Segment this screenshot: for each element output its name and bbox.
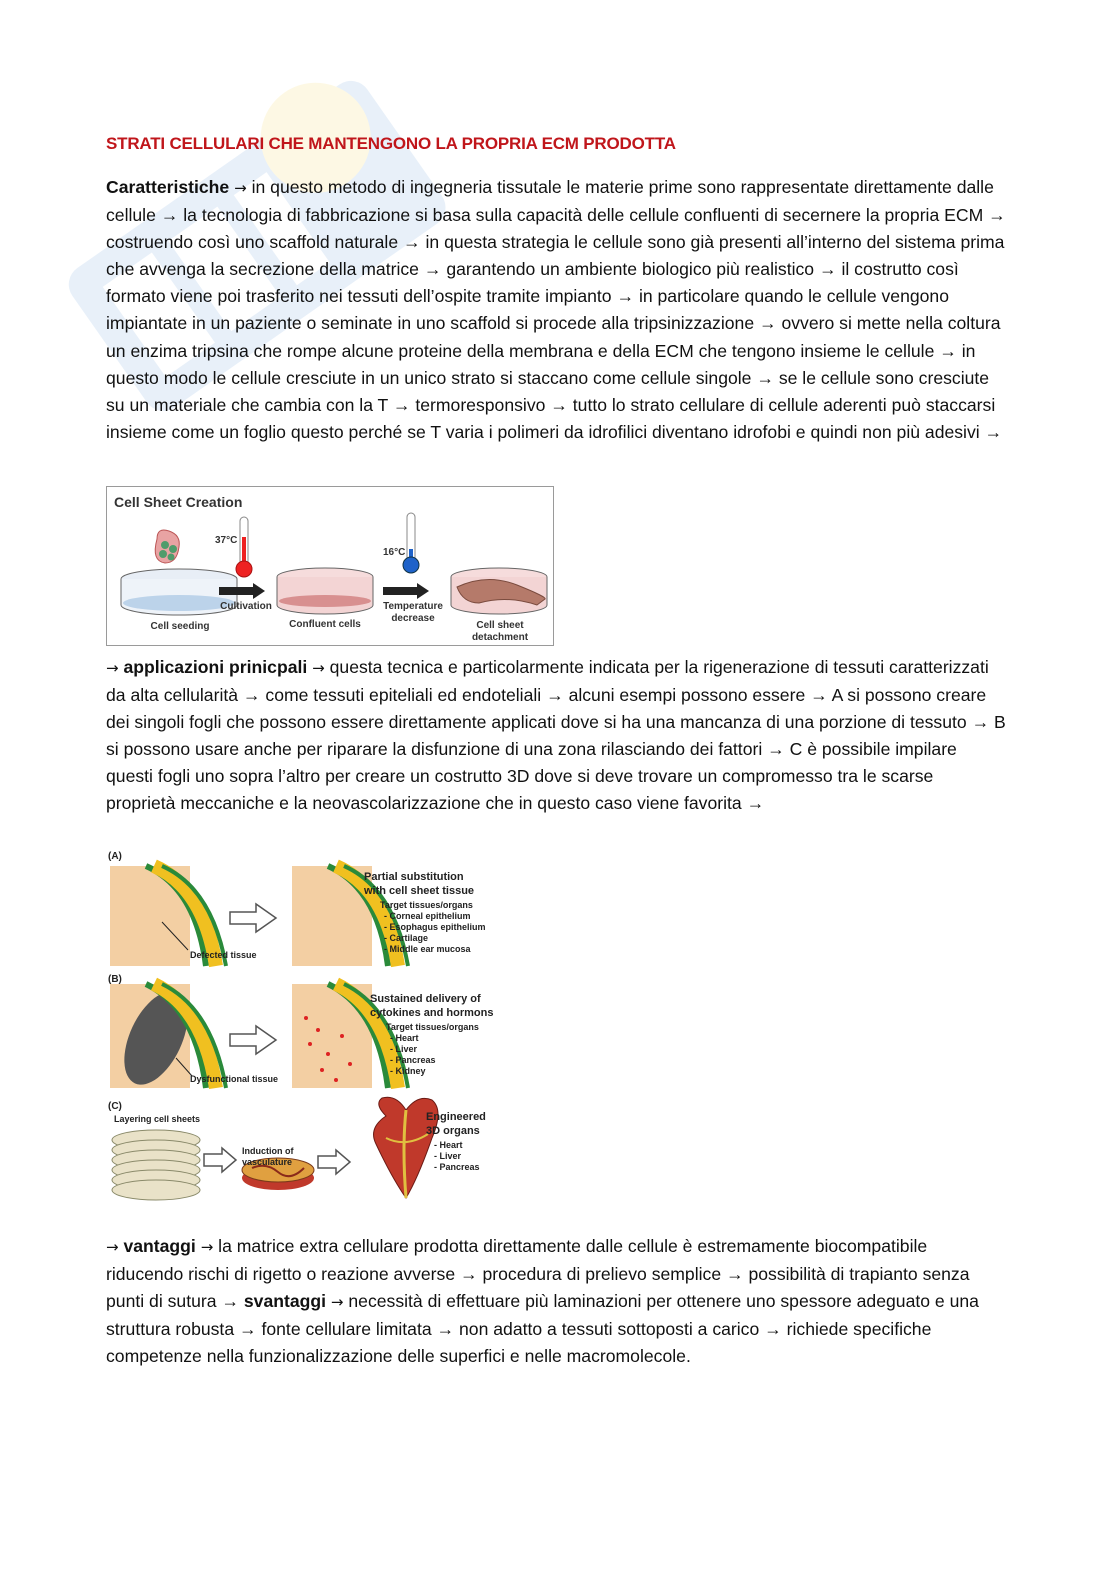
panel-c-target-item: - Pancreas [434,1162,480,1172]
figure-cell-sheet-creation [106,486,554,646]
panel-b-target-item: - Kidney [390,1066,426,1076]
panel-b-target-item: - Heart [390,1033,419,1043]
induction-line2: vasculature [242,1157,293,1167]
induction-line1: Induction of [242,1146,294,1156]
panel-a-target-item: - Middle ear mucosa [384,944,471,954]
panel-c-heading-line2: 3D organs [426,1125,480,1137]
panel-a-heading-line1: Partial substitution [364,871,464,883]
panel-c-heading [426,1110,486,1138]
panel-c-target-item: - Liver [434,1151,462,1161]
step-temp-decrease-line2: decrease [391,613,435,624]
arrow-icon: → [312,659,325,677]
paragraph-text: questa tecnica e particolarmente indicata per la rigenerazione di tessuti caratterizzati da alta cellularità → come tessuti epiteliali ed endoteliali → alcuni esempi possono essere → A si possono creare dei singoli fogli che possono essere direttamente applicati dove si ha una mancanza di una porzione di tessuto → B si possono usare anche per riparare la disfunzione di una zona rilasciando dei fattori → C è possibile impilare questi fogli uno sopra l’altro per creare un costrutto 3D dove si deve trovare un compromesso tra le scarse proprietà meccaniche e la neovascolarizzazione che in questo caso viene favorita → [106,657,1006,814]
step-temp-decrease-line1: Temperature [383,601,443,612]
panel-c-heading-line1: Engineered [426,1111,486,1123]
layering-cell-sheets-label: Layering cell sheets [114,1114,201,1124]
step-detach-label [457,620,543,644]
panel-a-target-item: - Corneal epithelium [384,911,471,921]
paragraph-vantaggi [106,1233,1006,1370]
panel-a-target-title: Target tissues/organs [380,900,473,910]
step-detach-line1: Cell sheet [476,620,524,631]
arrow-icon: → [330,1293,344,1312]
panel-c-label: (C) [108,1101,122,1112]
section-title: STRATI CELLULARI CHE MANTENGONO LA PROPRIA ECM PRODOTTA [106,134,676,153]
paragraph-lead: Caratteristiche [106,177,230,197]
temperature-low-label: 16°C [383,547,406,558]
step-cultivation-label: Cultivation [220,601,272,612]
paragraph-text: in questo metodo di ingegneria tissutale le materie prime sono rappresentate direttamente dalle cellule → la tecnologia di fabbricazione si basa sulla capacità delle cellule confluenti di secernere la propria ECM → costruendo così uno scaffold naturale → in questa strategia le cellule sono già presenti all’interno del sistema prima che avvenga la secrezione della matrice → garantendo un ambiente biologico più realistico → il costrutto così formato viene poi trasferito nei tessuti dell’ospite tramite impianto → in particolare quando le cellule vengono impiantate in un paziente o seminate in uno scaffold si procede alla tripsinizzazione → ovvero si mette nella coltura un enzima tripsina che rompe alcune proteine della membrana e della ECM che tengono insieme le cellule → in questo modo le cellule cresciute in un unico strato si staccano come cellule singole → se le cellule sono cresciute su un materiale che cambia con la T → termoresponsivo → tutto lo strato cellulare di cellule aderenti può staccarsi insieme come un foglio questo perché se T varia i polimeri da idrofilici diventano idrofobi e quindi non più adesivi → [106,177,1006,442]
step-seeding-label: Cell seeding [150,621,210,632]
panel-a-heading-line2: with cell sheet tissue [364,885,475,897]
panel-b-target-title: Target tissues/organs [386,1022,479,1032]
arrow-icon: → [234,179,247,197]
arrow-icon: → [200,1238,214,1256]
step-detach-line2: detachment [471,632,529,643]
arrow-icon: → [106,1238,119,1256]
dysfunctional-tissue-label: Dysfunctional tissue [190,1074,279,1084]
step-confluent-label: Confluent cells [289,619,361,630]
paragraph-lead-svantaggi: svantaggi [243,1291,327,1312]
panel-a-target-item: - Cartilage [384,933,429,943]
paragraph-lead: vantaggi [123,1236,196,1256]
panel-b-heading-line1: Sustained delivery of [370,993,481,1005]
temperature-high-label: 37°C [215,535,238,546]
panel-b-heading [370,992,493,1020]
panel-c-targets [434,1140,480,1173]
panel-a-target-item: - Esophagus epithelium [384,922,486,932]
induction-vasculature-label [242,1146,294,1168]
panel-b-label: (B) [108,974,122,985]
step-temp-decrease-label [375,601,451,625]
panel-b-targets [386,1022,479,1077]
figure-title: Cell Sheet Creation [114,494,243,510]
arrow-icon: → [106,659,119,677]
panel-a-label: (A) [108,851,122,862]
paragraph-caratteristiche [106,174,1006,446]
panel-b-heading-line2: cytokines and hormons [370,1007,494,1019]
defected-tissue-label: Defected tissue [190,950,257,960]
panel-b-target-item: - Pancreas [390,1055,436,1065]
panel-a-heading [364,870,474,898]
panel-c-target-item: - Heart [434,1140,463,1150]
paragraph-text: la matrice extra cellulare prodotta direttamente dalle cellule è estremamente biocompatibile riducendo rischi di rigetto o reazione avverse → procedura di prelievo semplice → possibilità di trapianto senza punti di sutura → [106,1236,970,1312]
panel-b-target-item: - Liver [390,1044,418,1054]
paragraph-applicazioni [106,654,1006,818]
paragraph-text: necessità di effettuare più laminazioni per ottenere uno spessore adeguato e una struttura robusta → fonte cellulare limitata → non adatto a tessuti sottoposti a carico → richiede specifiche competenze nella funzionalizzazione delle superfici e nelle macromolecole. [106,1291,979,1367]
figure-applications [106,848,526,1208]
panel-a-targets [380,900,486,955]
paragraph-lead: applicazioni prinicpali [123,657,308,677]
